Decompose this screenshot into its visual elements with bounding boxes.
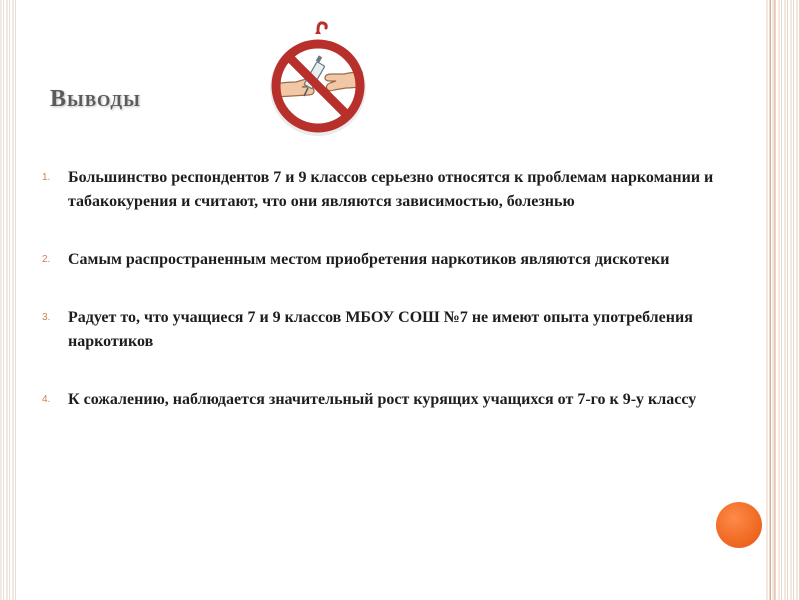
list-item	[42, 388, 760, 412]
list-item	[42, 248, 760, 272]
list-item	[42, 306, 760, 354]
slide-title: Выводы	[50, 86, 141, 112]
list-item-number: 1.	[42, 172, 51, 183]
list-item-text: К сожалению, наблюдается значительный рост курящих учащихся от 7-го к 9-у классу	[68, 391, 697, 408]
list-item-text: Большинство респондентов 7 и 9 классов серьезно относятся к проблемам наркомании и табакокурения и считают, что они являются зависимостью, болезнью	[68, 169, 714, 210]
list-item-text: Самым распространенным местом приобретения наркотиков являются дискотеки	[68, 251, 670, 268]
list-item-number: 3.	[42, 312, 51, 323]
right-decorative-border	[766, 0, 800, 600]
list-item-number: 4.	[42, 394, 51, 405]
list-item	[42, 166, 760, 214]
conclusions-list	[42, 166, 760, 446]
left-decorative-border	[0, 0, 16, 600]
no-drugs-sign-icon	[262, 20, 374, 138]
orange-accent-circle	[716, 502, 762, 548]
list-item-number: 2.	[42, 254, 51, 265]
list-item-text: Радует то, что учащиеся 7 и 9 классов МБОУ СОШ №7 не имеют опыта употребления наркотиков	[68, 309, 693, 350]
